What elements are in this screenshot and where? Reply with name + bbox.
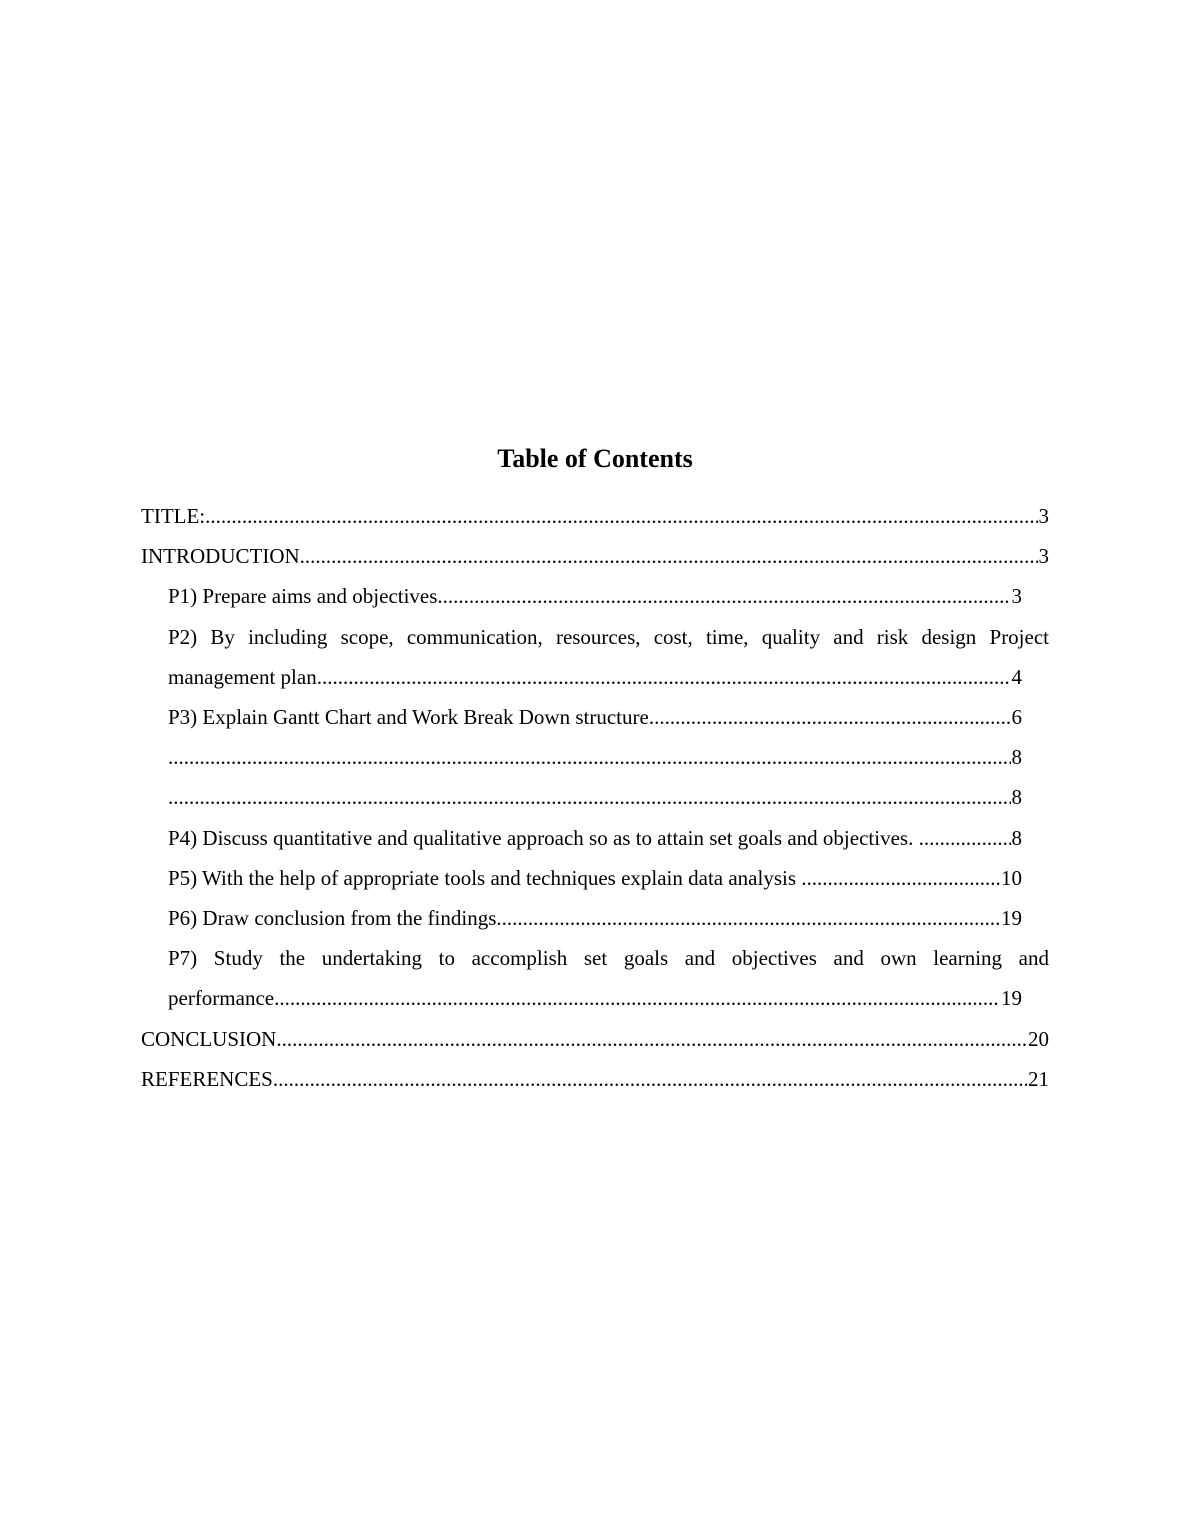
toc-entry-p1[interactable]	[168, 576, 1022, 616]
dot-leader	[496, 898, 1000, 938]
toc-entry-conclusion[interactable]	[141, 1019, 1049, 1059]
toc-list	[141, 496, 1049, 1099]
toc-entry-page: 3	[1011, 584, 1022, 609]
toc-entry-introduction[interactable]	[141, 536, 1049, 576]
dot-leader	[274, 978, 1000, 1018]
toc-entry-label: CONCLUSION	[141, 1026, 277, 1051]
toc-entry-label: P4) Discuss quantitative and qualitative approach so as to attain set goals and objectives.	[168, 825, 919, 850]
toc-entry-page: 21	[1028, 1066, 1049, 1091]
toc-entry-page: 8	[1011, 825, 1022, 850]
dot-leader	[801, 858, 1000, 898]
dot-leader	[205, 496, 1037, 536]
toc-entry-page: 8	[1011, 785, 1022, 810]
toc-entry-p3[interactable]	[168, 697, 1022, 737]
toc-entry-p7[interactable]	[168, 938, 1049, 1018]
toc-entry-label: TITLE:	[141, 504, 206, 528]
toc-entry-p2[interactable]	[168, 617, 1049, 697]
toc-entry-page: 19	[1001, 986, 1022, 1011]
toc-entry-label: P6) Draw conclusion from the findings	[168, 906, 497, 931]
toc-entry-label: P3) Explain Gantt Chart and Work Break Down structure	[168, 705, 649, 730]
toc-entry-label: P1) Prepare aims and objectives	[168, 584, 438, 609]
toc-entry-title[interactable]	[141, 496, 1049, 536]
toc-entry-label: management plan	[168, 664, 317, 689]
dot-leader	[168, 737, 1011, 777]
toc-entry-page: 4	[1011, 664, 1022, 689]
toc-entry-label: performance	[168, 986, 275, 1011]
dot-leader	[168, 777, 1011, 817]
dot-leader	[276, 1019, 1027, 1059]
dot-leader	[919, 818, 1011, 858]
toc-entry-p6[interactable]	[168, 898, 1022, 938]
toc-entry-blank-2[interactable]	[168, 777, 1022, 817]
dot-leader	[649, 697, 1011, 737]
toc-entry-page: 8	[1011, 745, 1022, 770]
toc-entry-page: 3	[1038, 504, 1049, 528]
toc-entry-references[interactable]	[141, 1059, 1049, 1099]
toc-entry-page: 20	[1028, 1026, 1049, 1051]
toc-entry-lead: P2) By including scope, communication, resources, cost, time, quality and risk design Project	[168, 624, 1049, 649]
toc-entry-label: REFERENCES	[141, 1066, 273, 1091]
dot-leader	[300, 536, 1038, 576]
toc-entry-label: P5) With the help of appropriate tools and techniques explain data analysis	[168, 865, 802, 890]
toc-title: Table of Contents	[497, 444, 693, 473]
toc-entry-label: INTRODUCTION	[141, 544, 300, 569]
dot-leader	[317, 657, 1011, 697]
dot-leader	[437, 576, 1010, 616]
toc-entry-page: 3	[1038, 544, 1049, 569]
toc-entry-lead: P7) Study the undertaking to accomplish set goals and objectives and own learning and	[168, 946, 1049, 971]
toc-entry-p4[interactable]	[168, 818, 1022, 858]
toc-entry-page: 6	[1011, 705, 1022, 730]
toc-entry-page: 19	[1001, 906, 1022, 931]
toc-entry-p5[interactable]	[168, 858, 1022, 898]
toc-entry-blank-1[interactable]	[168, 737, 1022, 777]
dot-leader	[273, 1059, 1027, 1099]
toc-entry-page: 10	[1001, 865, 1022, 890]
